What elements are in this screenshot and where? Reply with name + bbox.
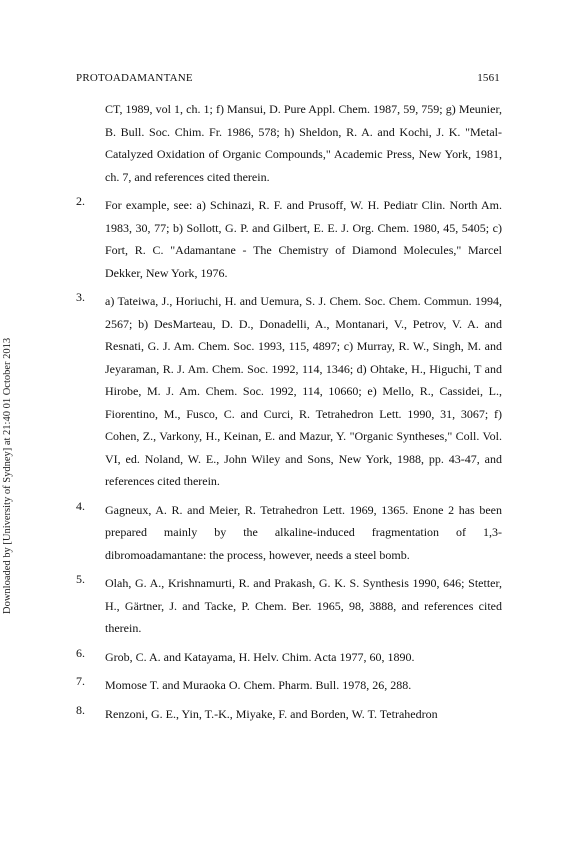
reference-list [76,98,502,725]
reference-text: For example, see: a) Schinazi, R. F. and Prusoff, W. H. Pediatr Clin. North Am. 1983, 30, 77; b) Sollott, G. P. and Gilbert, E. E. J. Org. Chem. 1980, 45, 5405; c) Fort, R. C. "Adamantane - The Chemistry of Diamond Molecules," Marcel Dekker, New York, 1976. [105,198,502,280]
download-watermark: Downloaded by [University of Sydney] at 21:40 01 October 2013 [2,337,13,614]
running-head [76,72,500,84]
reference-text: Olah, G. A., Krishnamurti, R. and Prakash, G. K. S. Synthesis 1990, 646; Stetter, H., Gärtner, J. and Tacke, P. Chem. Ber. 1965, 98, 3888, and references cited therein. [105,576,502,635]
reference-number: 7. [76,674,85,688]
reference-number: 4. [76,498,85,513]
reference-item [76,98,502,188]
reference-item [76,703,502,726]
page-number: 1561 [477,72,500,84]
reference-number: 2. [76,194,85,208]
reference-number: 3. [76,290,85,304]
reference-item [76,194,502,284]
running-title: PROTOADAMANTANE [76,72,193,84]
reference-item [76,674,502,697]
reference-text: Grob, C. A. and Katayama, H. Helv. Chim. Acta 1977, 60, 1890. [105,649,415,664]
reference-text: CT, 1989, vol 1, ch. 1; f) Mansui, D. Pure Appl. Chem. 1987, 59, 759; g) Meunier, B. Bull. Soc. Chim. Fr. 1986, 578; h) Sheldon, R. A. and Kochi, J. K. "Metal-Catalyzed Oxidation of Organic Compounds," Academic Press, New York, 1981, ch. 7, and references cited therein. [105,102,502,184]
reference-item [76,290,502,493]
reference-item [76,646,502,669]
reference-item [76,499,502,567]
reference-number: 5. [76,572,85,586]
reference-number: 8. [76,702,85,717]
reference-text: Renzoni, G. E., Yin, T.-K., Miyake, F. and Borden, W. T. Tetrahedron [105,706,438,721]
reference-text: Gagneux, A. R. and Meier, R. Tetrahedron Lett. 1969, 1365. Enone 2 has been prepared mainly by the alkaline-induced fragmentation of 1,3-dibromoadamantane: the process, however, needs a steel bomb. [105,502,502,562]
reference-item [76,572,502,640]
reference-number: 6. [76,645,85,660]
reference-text: a) Tateiwa, J., Horiuchi, H. and Uemura, S. J. Chem. Soc. Chem. Commun. 1994, 2567; b) DesMarteau, D. D., Donadelli, A., Montanari, V., Petrov, V. A. and Resnati, G. J. Am. Chem. Soc. 1993, 115, 4897; c) Murray, R. W., Singh, M. and Jeyaraman, R. J. Am. Chem. Soc. 1992, 114, 1346; d) Ohtake, H., Higuchi, T and Hirobe, M. J. Am. Chem. Soc. 1992, 114, 10660; e) Mello, R., Cassidei, L., Fiorentino, M., Fusco, C. and Curci, R. Tetrahedron Lett. 1990, 31, 3067; f) Cohen, Z., Varkony, H., Keinan, E. and Mazur, Y. "Organic Syntheses," Coll. Vol. VI, ed. Noland, W. E., John Wiley and Sons, New York, 1988, pp. 43-47, and references cited therein. [105,294,502,488]
reference-text: Momose T. and Muraoka O. Chem. Pharm. Bull. 1978, 26, 288. [105,678,412,692]
